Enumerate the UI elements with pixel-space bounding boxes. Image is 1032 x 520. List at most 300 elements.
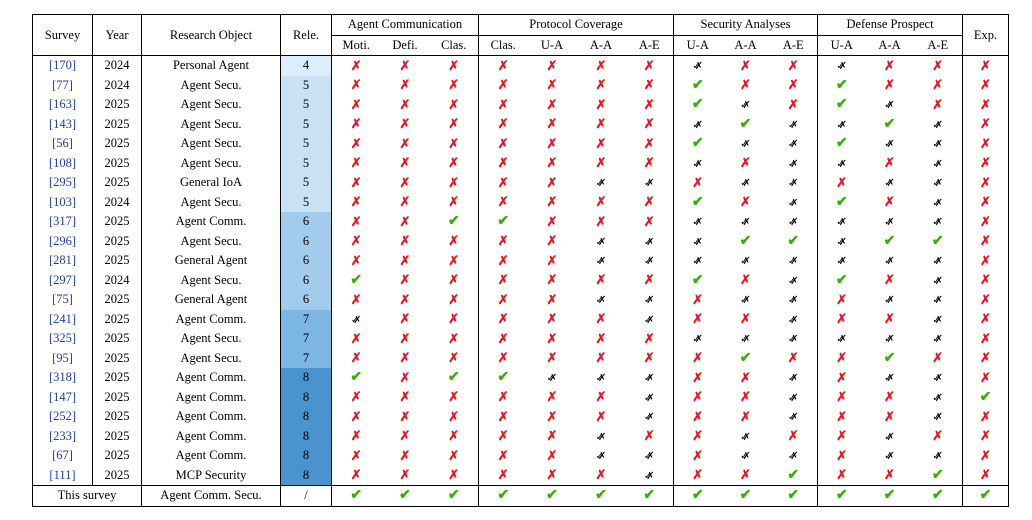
check-icon: ✔: [739, 488, 752, 504]
mark-cell: [479, 310, 528, 330]
col-header-research-object: Research Object: [142, 15, 281, 56]
mark-cell: [770, 134, 818, 154]
cross-icon: ✗: [399, 116, 411, 132]
mark-cell: [479, 232, 528, 252]
mark-cell: [626, 134, 674, 154]
cross-icon: ✗: [350, 252, 362, 268]
mark-cell: [577, 134, 626, 154]
mark-cell: [818, 407, 866, 427]
cross-icon: ✗: [595, 96, 607, 112]
cross-icon: ✗: [980, 428, 991, 444]
cross-icon: ✗: [350, 330, 362, 346]
partial-check-icon: ✓✗: [595, 431, 601, 443]
mark-cell: [577, 427, 626, 447]
survey-citation-link[interactable]: [77]: [33, 76, 93, 96]
relevance-cell: 5: [281, 115, 332, 135]
partial-check-icon: ✓✗: [932, 295, 938, 307]
mark-cell: [818, 115, 866, 135]
mark-cell: [430, 368, 479, 388]
check-icon: ✔: [787, 233, 800, 249]
cross-icon: ✗: [497, 467, 509, 483]
mark-cell: [722, 388, 770, 408]
mark-cell: [770, 290, 818, 310]
cross-icon: ✗: [546, 408, 558, 424]
relevance-cell: 6: [281, 271, 332, 291]
mark-cell: [866, 154, 914, 174]
mark-cell: [430, 446, 479, 466]
mark-cell: [332, 115, 381, 135]
survey-citation-link[interactable]: [108]: [33, 154, 93, 174]
mark-cell: [528, 368, 577, 388]
check-icon: ✔: [447, 370, 460, 386]
relevance-cell: 8: [281, 446, 332, 466]
partial-check-icon: ✓✗: [932, 217, 938, 229]
survey-citation-link[interactable]: [163]: [33, 95, 93, 115]
mark-cell: [963, 76, 1009, 96]
cross-icon: ✗: [546, 389, 558, 405]
cross-icon: ✗: [399, 77, 411, 93]
mark-cell: [332, 486, 381, 507]
mark-cell: [963, 271, 1009, 291]
survey-citation-link[interactable]: [147]: [33, 388, 93, 408]
relevance-cell: 8: [281, 466, 332, 486]
survey-citation-link[interactable]: [170]: [33, 56, 93, 76]
mark-cell: [963, 349, 1009, 369]
cross-icon: ✗: [836, 350, 848, 366]
cross-icon: ✗: [399, 369, 411, 385]
cross-icon: ✗: [546, 467, 558, 483]
cross-icon: ✗: [836, 369, 848, 385]
mark-cell: [381, 310, 430, 330]
relevance-cell: 5: [281, 173, 332, 193]
mark-cell: [577, 486, 626, 507]
check-icon: ✔: [931, 488, 944, 504]
cross-icon: ✗: [884, 57, 895, 73]
research-object-cell: Agent Secu.: [142, 154, 281, 174]
mark-cell: [914, 407, 963, 427]
check-icon: ✔: [497, 370, 510, 386]
mark-cell: [332, 232, 381, 252]
partial-check-icon: ✓✗: [787, 139, 793, 151]
cross-icon: ✗: [497, 135, 509, 151]
year-cell: 2024: [93, 271, 142, 291]
cross-icon: ✗: [692, 428, 704, 444]
cross-icon: ✗: [980, 369, 991, 385]
mark-cell: [770, 56, 818, 76]
partial-check-icon: ✓✗: [643, 256, 649, 268]
check-icon: ✔: [546, 488, 558, 504]
cross-icon: ✗: [740, 408, 751, 424]
cross-icon: ✗: [932, 428, 944, 444]
partial-check-icon: ✓✗: [787, 314, 793, 326]
mark-cell: [332, 368, 381, 388]
partial-check-icon: ✓✗: [787, 373, 793, 385]
partial-check-icon: ✓✗: [643, 314, 649, 326]
mark-cell: [818, 368, 866, 388]
mark-cell: [430, 173, 479, 193]
cross-icon: ✗: [643, 330, 655, 346]
cross-icon: ✗: [448, 389, 460, 405]
partial-check-icon: ✓✗: [740, 139, 745, 151]
relevance-cell: 8: [281, 427, 332, 447]
mark-cell: [963, 427, 1009, 447]
survey-citation-link[interactable]: [241]: [33, 310, 93, 330]
mark-cell: [818, 271, 866, 291]
mark-cell: [381, 466, 430, 486]
cross-icon: ✗: [692, 447, 704, 463]
year-cell: 2025: [93, 232, 142, 252]
cross-icon: ✗: [836, 311, 848, 327]
cross-icon: ✗: [399, 252, 411, 268]
partial-check-icon: ✓✗: [884, 100, 889, 112]
mark-cell: [866, 407, 914, 427]
survey-citation-link[interactable]: [317]: [33, 212, 93, 232]
mark-cell: [528, 95, 577, 115]
mark-cell: [381, 290, 430, 310]
cross-icon: ✗: [399, 155, 411, 171]
cross-icon: ✗: [884, 77, 895, 93]
mark-cell: [722, 271, 770, 291]
cross-icon: ✗: [595, 77, 607, 93]
survey-citation-link[interactable]: [56]: [33, 134, 93, 154]
mark-cell: [963, 486, 1009, 507]
mark-cell: [577, 349, 626, 369]
cross-icon: ✗: [836, 408, 848, 424]
partial-check-icon: ✓✗: [836, 158, 842, 170]
mark-cell: [914, 115, 963, 135]
cross-icon: ✗: [399, 135, 411, 151]
mark-cell: [722, 56, 770, 76]
research-object-cell: Agent Secu.: [142, 349, 281, 369]
partial-check-icon: ✓✗: [884, 451, 889, 463]
survey-citation-link[interactable]: [325]: [33, 329, 93, 349]
mark-cell: [430, 134, 479, 154]
mark-cell: [866, 466, 914, 486]
cross-icon: ✗: [643, 135, 655, 151]
table-row: [33, 388, 1009, 408]
mark-cell: [479, 388, 528, 408]
relevance-cell: 8: [281, 368, 332, 388]
cross-icon: ✗: [643, 116, 655, 132]
mark-cell: [963, 466, 1009, 486]
survey-citation-link[interactable]: [297]: [33, 271, 93, 291]
relevance-cell: 8: [281, 388, 332, 408]
cross-icon: ✗: [546, 350, 558, 366]
cross-icon: ✗: [595, 311, 607, 327]
mark-cell: [770, 329, 818, 349]
mark-cell: [866, 134, 914, 154]
cross-icon: ✗: [546, 155, 558, 171]
relevance-cell: 5: [281, 154, 332, 174]
cross-icon: ✗: [448, 330, 460, 346]
sub-col-header: A-E: [770, 35, 818, 56]
cross-icon: ✗: [836, 447, 848, 463]
cross-icon: ✗: [595, 272, 607, 288]
survey-citation-link[interactable]: [318]: [33, 368, 93, 388]
survey-citation-link[interactable]: [143]: [33, 115, 93, 135]
partial-check-icon: ✓✗: [932, 119, 938, 131]
mark-cell: [626, 232, 674, 252]
mark-cell: [332, 310, 381, 330]
survey-citation-link[interactable]: [75]: [33, 290, 93, 310]
mark-cell: [963, 446, 1009, 466]
check-icon: ✔: [883, 350, 896, 366]
cross-icon: ✗: [692, 408, 704, 424]
mark-cell: [674, 388, 722, 408]
table-row: [33, 407, 1009, 427]
cross-icon: ✗: [595, 194, 607, 210]
mark-cell: [332, 134, 381, 154]
partial-check-icon: ✓✗: [884, 217, 889, 229]
partial-check-icon: ✓✗: [692, 158, 698, 170]
mark-cell: [626, 407, 674, 427]
mark-cell: [626, 349, 674, 369]
survey-citation-link[interactable]: [67]: [33, 446, 93, 466]
mark-cell: [479, 290, 528, 310]
mark-cell: [770, 486, 818, 507]
cross-icon: ✗: [643, 77, 655, 93]
cross-icon: ✗: [497, 116, 509, 132]
mark-cell: [674, 251, 722, 271]
mark-cell: [914, 388, 963, 408]
mark-cell: [479, 115, 528, 135]
mark-cell: [528, 134, 577, 154]
research-object-cell: Agent Comm.: [142, 446, 281, 466]
mark-cell: [577, 407, 626, 427]
mark-cell: [528, 56, 577, 76]
cross-icon: ✗: [595, 408, 607, 424]
partial-check-icon: ✓✗: [740, 100, 745, 112]
mark-cell: [479, 173, 528, 193]
cross-icon: ✗: [932, 77, 944, 93]
year-cell: 2025: [93, 329, 142, 349]
mark-cell: [381, 368, 430, 388]
check-icon: ✔: [835, 136, 848, 152]
cross-icon: ✗: [884, 272, 895, 288]
relevance-cell: 6: [281, 251, 332, 271]
mark-cell: [818, 95, 866, 115]
year-cell: 2025: [93, 212, 142, 232]
relevance-cell: 7: [281, 349, 332, 369]
relevance-cell: 5: [281, 76, 332, 96]
mark-cell: [430, 56, 479, 76]
mark-cell: [963, 407, 1009, 427]
cross-icon: ✗: [787, 96, 799, 112]
mark-cell: [866, 56, 914, 76]
cross-icon: ✗: [787, 428, 799, 444]
partial-check-icon: ✓✗: [787, 256, 793, 268]
partial-check-icon: ✓✗: [787, 178, 793, 190]
cross-icon: ✗: [448, 252, 460, 268]
mark-cell: [818, 251, 866, 271]
cross-icon: ✗: [399, 408, 411, 424]
mark-cell: [577, 56, 626, 76]
research-object-cell: Agent Secu.: [142, 193, 281, 213]
partial-check-icon: ✓✗: [884, 178, 889, 190]
mark-cell: [626, 193, 674, 213]
cross-icon: ✗: [740, 369, 751, 385]
check-icon: ✔: [883, 116, 896, 132]
mark-cell: [577, 76, 626, 96]
survey-comparison-table: [32, 14, 1009, 507]
mark-cell: [770, 310, 818, 330]
mark-cell: [914, 271, 963, 291]
cross-icon: ✗: [980, 96, 991, 112]
mark-cell: [674, 329, 722, 349]
relevance-cell: 6: [281, 212, 332, 232]
survey-citation-link[interactable]: [296]: [33, 232, 93, 252]
survey-citation-link[interactable]: [95]: [33, 349, 93, 369]
cross-icon: ✗: [497, 311, 509, 327]
mark-cell: [430, 271, 479, 291]
survey-citation-link[interactable]: [252]: [33, 407, 93, 427]
mark-cell: [381, 388, 430, 408]
mark-cell: [430, 407, 479, 427]
mark-cell: [430, 388, 479, 408]
check-icon: ✔: [835, 272, 848, 288]
cross-icon: ✗: [836, 291, 848, 307]
partial-check-icon: ✓✗: [932, 275, 938, 287]
mark-cell: [914, 173, 963, 193]
mark-cell: [626, 290, 674, 310]
partial-check-icon: ✓✗: [643, 373, 649, 385]
mark-cell: [866, 115, 914, 135]
relevance-cell: 7: [281, 329, 332, 349]
cross-icon: ✗: [884, 155, 895, 171]
cross-icon: ✗: [350, 428, 362, 444]
mark-cell: [770, 251, 818, 271]
mark-cell: [722, 329, 770, 349]
partial-check-icon: ✓✗: [595, 373, 601, 385]
mark-cell: [722, 193, 770, 213]
partial-check-icon: ✓✗: [643, 470, 649, 482]
mark-cell: [381, 212, 430, 232]
mark-cell: [626, 56, 674, 76]
partial-check-icon: ✓✗: [932, 451, 938, 463]
cross-icon: ✗: [932, 350, 944, 366]
mark-cell: [963, 115, 1009, 135]
partial-check-icon: ✓✗: [932, 314, 938, 326]
cross-icon: ✗: [546, 272, 558, 288]
check-icon: ✔: [399, 488, 411, 504]
mark-cell: [430, 290, 479, 310]
partial-check-icon: ✓✗: [787, 451, 793, 463]
cross-icon: ✗: [980, 291, 991, 307]
cross-icon: ✗: [787, 57, 799, 73]
mark-cell: [626, 95, 674, 115]
cross-icon: ✗: [980, 408, 991, 424]
survey-citation-link[interactable]: [111]: [33, 466, 93, 486]
cross-icon: ✗: [740, 155, 751, 171]
mark-cell: [577, 251, 626, 271]
year-cell: 2025: [93, 427, 142, 447]
cross-icon: ✗: [399, 272, 411, 288]
check-icon: ✔: [883, 233, 896, 249]
survey-citation-link[interactable]: [103]: [33, 193, 93, 213]
cross-icon: ✗: [692, 350, 704, 366]
cross-icon: ✗: [448, 174, 460, 190]
cross-icon: ✗: [692, 174, 704, 190]
check-icon: ✔: [787, 488, 800, 504]
table-row: [33, 56, 1009, 76]
check-icon: ✔: [691, 272, 704, 288]
cross-icon: ✗: [980, 311, 991, 327]
mark-cell: [914, 466, 963, 486]
survey-citation-link[interactable]: [295]: [33, 173, 93, 193]
mark-cell: [479, 486, 528, 507]
table-row: [33, 349, 1009, 369]
check-icon: ✔: [883, 488, 896, 504]
mark-cell: [914, 251, 963, 271]
cross-icon: ✗: [932, 57, 944, 73]
cross-icon: ✗: [740, 194, 751, 210]
cross-icon: ✗: [546, 447, 558, 463]
mark-cell: [674, 173, 722, 193]
mark-cell: [674, 427, 722, 447]
partial-check-icon: ✓✗: [787, 295, 793, 307]
mark-cell: [770, 271, 818, 291]
cross-icon: ✗: [399, 291, 411, 307]
relevance-cell: /: [281, 486, 332, 507]
mark-cell: [479, 212, 528, 232]
table-row: [33, 427, 1009, 447]
mark-cell: [528, 486, 577, 507]
cross-icon: ✗: [399, 311, 411, 327]
mark-cell: [332, 349, 381, 369]
cross-icon: ✗: [980, 252, 991, 268]
table-row: [33, 271, 1009, 291]
mark-cell: [818, 134, 866, 154]
year-cell: 2025: [93, 446, 142, 466]
mark-cell: [963, 251, 1009, 271]
mark-cell: [770, 232, 818, 252]
mark-cell: [528, 212, 577, 232]
research-object-cell: Agent Comm.: [142, 368, 281, 388]
mark-cell: [674, 407, 722, 427]
cross-icon: ✗: [448, 447, 460, 463]
partial-check-icon: ✓✗: [836, 256, 842, 268]
mark-cell: [818, 427, 866, 447]
survey-citation-link[interactable]: [233]: [33, 427, 93, 447]
cross-icon: ✗: [740, 272, 751, 288]
mark-cell: [430, 154, 479, 174]
mark-cell: [866, 290, 914, 310]
cross-icon: ✗: [980, 194, 991, 210]
research-object-cell: Agent Comm.: [142, 212, 281, 232]
mark-cell: [479, 368, 528, 388]
mark-cell: [674, 446, 722, 466]
mark-cell: [770, 76, 818, 96]
research-object-cell: Agent Secu.: [142, 76, 281, 96]
cross-icon: ✗: [980, 272, 991, 288]
group-header: Agent Communication: [332, 15, 479, 36]
cross-icon: ✗: [546, 330, 558, 346]
cross-icon: ✗: [350, 389, 362, 405]
survey-citation-link[interactable]: [281]: [33, 251, 93, 271]
cross-icon: ✗: [448, 291, 460, 307]
mark-cell: [577, 368, 626, 388]
mark-cell: [818, 310, 866, 330]
cross-icon: ✗: [497, 233, 509, 249]
cross-icon: ✗: [692, 389, 704, 405]
year-cell: 2025: [93, 349, 142, 369]
mark-cell: [866, 329, 914, 349]
mark-cell: [528, 407, 577, 427]
cross-icon: ✗: [932, 96, 944, 112]
mark-cell: [914, 56, 963, 76]
mark-cell: [479, 329, 528, 349]
research-object-cell: Agent Secu.: [142, 232, 281, 252]
